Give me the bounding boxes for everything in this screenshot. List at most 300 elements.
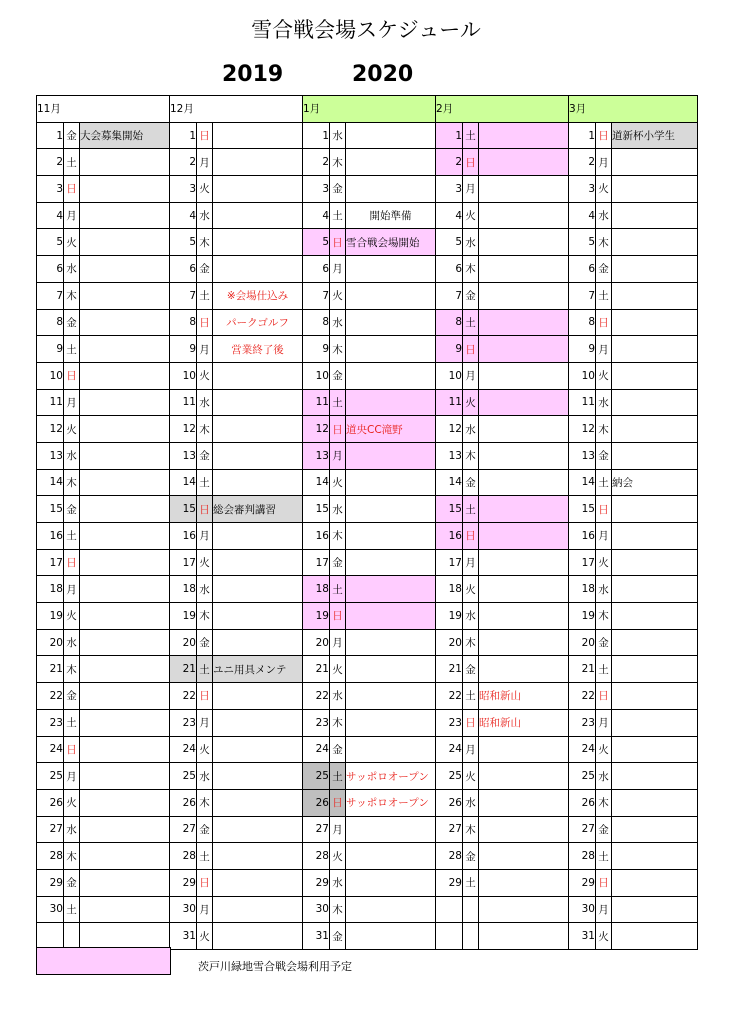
table-row (37, 629, 698, 656)
day-number: 20 (170, 629, 197, 656)
day-number: 29 (303, 869, 330, 896)
weekday: 日 (596, 683, 612, 710)
day-number: 5 (170, 229, 197, 256)
event-cell (479, 603, 569, 630)
day-number: 12 (569, 416, 596, 443)
event-cell (479, 256, 569, 283)
weekday: 日 (197, 309, 213, 336)
event-cell (213, 923, 303, 950)
day-number: 4 (303, 202, 330, 229)
day-number: 8 (569, 309, 596, 336)
day-number: 30 (303, 896, 330, 923)
event-cell (80, 496, 170, 523)
event-cell (346, 282, 436, 309)
weekday: 木 (330, 149, 346, 176)
day-number: 10 (436, 362, 463, 389)
event-cell (80, 442, 170, 469)
day-number: 11 (170, 389, 197, 416)
weekday: 月 (64, 576, 80, 603)
day-number: 4 (37, 202, 64, 229)
event-cell (80, 389, 170, 416)
day-number: 2 (37, 149, 64, 176)
weekday: 日 (64, 176, 80, 203)
table-row (37, 256, 698, 283)
weekday: 火 (64, 416, 80, 443)
weekday: 木 (197, 789, 213, 816)
weekday: 金 (596, 629, 612, 656)
weekday: 金 (463, 843, 479, 870)
event-cell (612, 229, 698, 256)
day-number: 15 (37, 496, 64, 523)
event-cell (213, 549, 303, 576)
event-cell (612, 816, 698, 843)
day-number: 2 (569, 149, 596, 176)
weekday: 土 (197, 469, 213, 496)
day-number: 16 (303, 523, 330, 550)
weekday: 土 (64, 149, 80, 176)
day-number: 10 (170, 362, 197, 389)
weekday: 金 (64, 683, 80, 710)
weekday: 水 (64, 442, 80, 469)
day-number: 3 (37, 176, 64, 203)
day-number: 30 (569, 896, 596, 923)
event-cell (80, 603, 170, 630)
table-row (37, 309, 698, 336)
day-number: 29 (436, 869, 463, 896)
weekday: 木 (463, 442, 479, 469)
event-cell (479, 469, 569, 496)
day-number: 16 (569, 523, 596, 550)
weekday: 火 (596, 923, 612, 950)
day-number: 22 (37, 683, 64, 710)
day-number: 19 (37, 603, 64, 630)
weekday: 金 (64, 496, 80, 523)
weekday: 日 (463, 523, 479, 550)
event-cell (612, 896, 698, 923)
event-cell (80, 549, 170, 576)
day-number: 5 (569, 229, 596, 256)
day-number: 4 (170, 202, 197, 229)
weekday: 火 (463, 389, 479, 416)
weekday: 火 (596, 176, 612, 203)
event-cell: 大会募集開始 (80, 122, 170, 149)
weekday: 木 (596, 229, 612, 256)
day-number: 14 (37, 469, 64, 496)
weekday: 水 (596, 763, 612, 790)
event-cell (346, 389, 436, 416)
weekday: 日 (596, 869, 612, 896)
weekday: 水 (596, 576, 612, 603)
weekday: 土 (596, 656, 612, 683)
event-cell (80, 336, 170, 363)
event-cell (213, 362, 303, 389)
weekday: 土 (463, 309, 479, 336)
weekday: 木 (197, 416, 213, 443)
event-cell: ユニ用具メンテ (213, 656, 303, 683)
day-number: 30 (37, 896, 64, 923)
weekday: 金 (596, 816, 612, 843)
event-cell (479, 923, 569, 950)
day-number: 8 (170, 309, 197, 336)
weekday: 火 (596, 736, 612, 763)
event-cell (346, 656, 436, 683)
weekday: 金 (197, 256, 213, 283)
day-number: 1 (303, 122, 330, 149)
weekday: 金 (596, 442, 612, 469)
weekday: 金 (463, 656, 479, 683)
weekday: 木 (596, 603, 612, 630)
weekday: 月 (64, 763, 80, 790)
weekday: 月 (596, 523, 612, 550)
weekday: 木 (596, 416, 612, 443)
event-cell (80, 309, 170, 336)
event-cell (612, 309, 698, 336)
day-number: 18 (170, 576, 197, 603)
event-cell (213, 416, 303, 443)
year-label-2019: 2019 (222, 62, 284, 87)
event-cell (213, 789, 303, 816)
day-number: 24 (436, 736, 463, 763)
day-number: 12 (170, 416, 197, 443)
day-number: 24 (170, 736, 197, 763)
event-cell (213, 763, 303, 790)
table-row (37, 336, 698, 363)
weekday: 金 (64, 869, 80, 896)
weekday: 火 (64, 603, 80, 630)
weekday: 日 (330, 789, 346, 816)
day-number: 15 (303, 496, 330, 523)
day-number: 6 (170, 256, 197, 283)
weekday: 土 (463, 869, 479, 896)
weekday: 土 (463, 496, 479, 523)
weekday: 木 (330, 709, 346, 736)
day-number: 6 (37, 256, 64, 283)
weekday: 月 (330, 816, 346, 843)
event-cell (213, 576, 303, 603)
event-cell (80, 816, 170, 843)
event-cell (479, 656, 569, 683)
day-number: 5 (303, 229, 330, 256)
weekday: 金 (330, 176, 346, 203)
weekday: 水 (463, 789, 479, 816)
weekday: 月 (463, 736, 479, 763)
day-number: 16 (436, 523, 463, 550)
day-number: 23 (569, 709, 596, 736)
weekday: 火 (463, 576, 479, 603)
weekday: 土 (64, 336, 80, 363)
event-cell (479, 309, 569, 336)
day-number: 29 (170, 869, 197, 896)
weekday: 火 (330, 843, 346, 870)
day-number: 5 (37, 229, 64, 256)
event-cell (213, 683, 303, 710)
event-cell (479, 549, 569, 576)
weekday: 火 (596, 362, 612, 389)
event-cell: 昭和新山 (479, 683, 569, 710)
weekday: 月 (330, 442, 346, 469)
weekday: 木 (197, 603, 213, 630)
day-number: 4 (436, 202, 463, 229)
weekday (463, 896, 479, 923)
day-number: 18 (37, 576, 64, 603)
day-number: 17 (436, 549, 463, 576)
weekday: 水 (197, 763, 213, 790)
event-cell (479, 176, 569, 203)
weekday: 火 (197, 923, 213, 950)
weekday: 金 (197, 442, 213, 469)
weekday: 水 (330, 496, 346, 523)
day-number: 3 (569, 176, 596, 203)
day-number (37, 923, 64, 950)
event-cell (479, 896, 569, 923)
day-number: 22 (170, 683, 197, 710)
weekday: 土 (463, 683, 479, 710)
event-cell (80, 789, 170, 816)
day-number: 14 (436, 469, 463, 496)
event-cell (346, 149, 436, 176)
weekday: 金 (330, 736, 346, 763)
weekday: 月 (64, 202, 80, 229)
day-number: 6 (303, 256, 330, 283)
event-cell (612, 523, 698, 550)
day-number: 3 (436, 176, 463, 203)
day-number: 27 (303, 816, 330, 843)
day-number: 18 (303, 576, 330, 603)
event-cell (80, 896, 170, 923)
month-header: 12月 (170, 96, 303, 123)
day-number: 21 (436, 656, 463, 683)
weekday: 土 (596, 282, 612, 309)
day-number: 17 (303, 549, 330, 576)
day-number: 25 (569, 763, 596, 790)
day-number (436, 923, 463, 950)
day-number: 4 (569, 202, 596, 229)
day-number: 28 (436, 843, 463, 870)
day-number: 26 (569, 789, 596, 816)
day-number: 9 (436, 336, 463, 363)
day-number: 10 (303, 362, 330, 389)
day-number: 25 (170, 763, 197, 790)
day-number: 16 (170, 523, 197, 550)
event-cell (213, 442, 303, 469)
day-number: 14 (303, 469, 330, 496)
event-cell (612, 629, 698, 656)
event-cell (346, 683, 436, 710)
event-cell (612, 176, 698, 203)
day-number: 20 (303, 629, 330, 656)
day-number: 29 (569, 869, 596, 896)
event-cell (80, 843, 170, 870)
event-cell (346, 309, 436, 336)
event-cell (612, 789, 698, 816)
day-number: 17 (569, 549, 596, 576)
weekday: 水 (330, 869, 346, 896)
table-row (37, 656, 698, 683)
table-row (37, 763, 698, 790)
weekday: 水 (197, 389, 213, 416)
event-cell (80, 736, 170, 763)
day-number: 11 (436, 389, 463, 416)
weekday: 木 (64, 656, 80, 683)
day-number: 1 (569, 122, 596, 149)
weekday: 水 (463, 603, 479, 630)
event-cell (80, 683, 170, 710)
day-number: 17 (37, 549, 64, 576)
day-number: 14 (569, 469, 596, 496)
weekday: 土 (330, 763, 346, 790)
day-number: 13 (37, 442, 64, 469)
day-number: 28 (303, 843, 330, 870)
event-cell (479, 229, 569, 256)
weekday: 水 (330, 309, 346, 336)
event-cell (479, 629, 569, 656)
event-cell (213, 843, 303, 870)
weekday: 日 (64, 736, 80, 763)
weekday: 火 (64, 789, 80, 816)
event-cell (479, 282, 569, 309)
weekday: 土 (330, 389, 346, 416)
event-cell: 総会審判講習 (213, 496, 303, 523)
event-cell (479, 149, 569, 176)
weekday: 日 (197, 122, 213, 149)
event-cell (479, 789, 569, 816)
weekday: 火 (330, 656, 346, 683)
event-cell (612, 843, 698, 870)
weekday: 水 (64, 256, 80, 283)
day-number: 31 (303, 923, 330, 950)
day-number: 7 (170, 282, 197, 309)
day-number: 9 (170, 336, 197, 363)
day-number: 7 (37, 282, 64, 309)
event-cell (80, 202, 170, 229)
table-row (37, 843, 698, 870)
event-cell (612, 656, 698, 683)
weekday: 月 (463, 176, 479, 203)
event-cell (612, 763, 698, 790)
weekday: 火 (463, 202, 479, 229)
event-cell (213, 736, 303, 763)
weekday: 日 (197, 869, 213, 896)
table-row (37, 362, 698, 389)
weekday: 月 (197, 709, 213, 736)
weekday: 金 (596, 256, 612, 283)
weekday: 土 (463, 122, 479, 149)
day-number: 5 (436, 229, 463, 256)
day-number: 13 (569, 442, 596, 469)
event-cell (80, 149, 170, 176)
weekday: 水 (197, 576, 213, 603)
day-number: 15 (569, 496, 596, 523)
day-number: 28 (170, 843, 197, 870)
table-row (37, 816, 698, 843)
weekday: 日 (596, 496, 612, 523)
weekday: 月 (197, 523, 213, 550)
event-cell: 道新杯小学生 (612, 122, 698, 149)
day-number: 27 (37, 816, 64, 843)
month-header: 2月 (436, 96, 569, 123)
legend-swatch (36, 947, 171, 975)
event-cell (213, 816, 303, 843)
table-row (37, 603, 698, 630)
table-row (37, 496, 698, 523)
weekday: 木 (64, 282, 80, 309)
weekday: 金 (330, 362, 346, 389)
event-cell (213, 229, 303, 256)
event-cell (213, 603, 303, 630)
day-number: 20 (37, 629, 64, 656)
weekday: 火 (330, 282, 346, 309)
page-title: 雪合戦会場スケジュール (251, 18, 481, 42)
weekday: 火 (197, 549, 213, 576)
weekday: 木 (330, 336, 346, 363)
event-cell (346, 709, 436, 736)
event-cell (80, 656, 170, 683)
event-cell: 昭和新山 (479, 709, 569, 736)
weekday: 火 (197, 736, 213, 763)
day-number: 12 (303, 416, 330, 443)
event-cell (479, 202, 569, 229)
day-number: 9 (569, 336, 596, 363)
weekday: 木 (197, 229, 213, 256)
day-number: 20 (569, 629, 596, 656)
table-row (37, 549, 698, 576)
table-row (37, 683, 698, 710)
event-cell (612, 416, 698, 443)
event-cell (479, 122, 569, 149)
event-cell (213, 256, 303, 283)
event-cell (213, 122, 303, 149)
table-row (37, 736, 698, 763)
weekday: 土 (64, 709, 80, 736)
day-number: 7 (569, 282, 596, 309)
day-number: 19 (436, 603, 463, 630)
event-cell: サッポロオープン (346, 789, 436, 816)
weekday: 月 (197, 896, 213, 923)
event-cell (479, 843, 569, 870)
event-cell (80, 576, 170, 603)
table-row (37, 869, 698, 896)
day-number: 12 (37, 416, 64, 443)
event-cell (346, 549, 436, 576)
table-row (37, 523, 698, 550)
table-row (37, 789, 698, 816)
day-number: 11 (37, 389, 64, 416)
weekday: 金 (463, 469, 479, 496)
event-cell (479, 736, 569, 763)
table-row (37, 442, 698, 469)
weekday: 木 (463, 816, 479, 843)
event-cell (213, 629, 303, 656)
day-number: 23 (37, 709, 64, 736)
event-cell (346, 736, 436, 763)
day-number: 20 (436, 629, 463, 656)
weekday: 日 (330, 603, 346, 630)
event-cell (479, 389, 569, 416)
event-cell (346, 603, 436, 630)
event-cell (213, 709, 303, 736)
weekday: 月 (463, 549, 479, 576)
table-row (37, 389, 698, 416)
event-cell (346, 896, 436, 923)
event-cell (612, 576, 698, 603)
event-cell (612, 282, 698, 309)
event-cell (346, 496, 436, 523)
weekday: 日 (463, 149, 479, 176)
table-row (37, 416, 698, 443)
weekday: 土 (197, 656, 213, 683)
event-cell (612, 149, 698, 176)
event-cell (612, 736, 698, 763)
